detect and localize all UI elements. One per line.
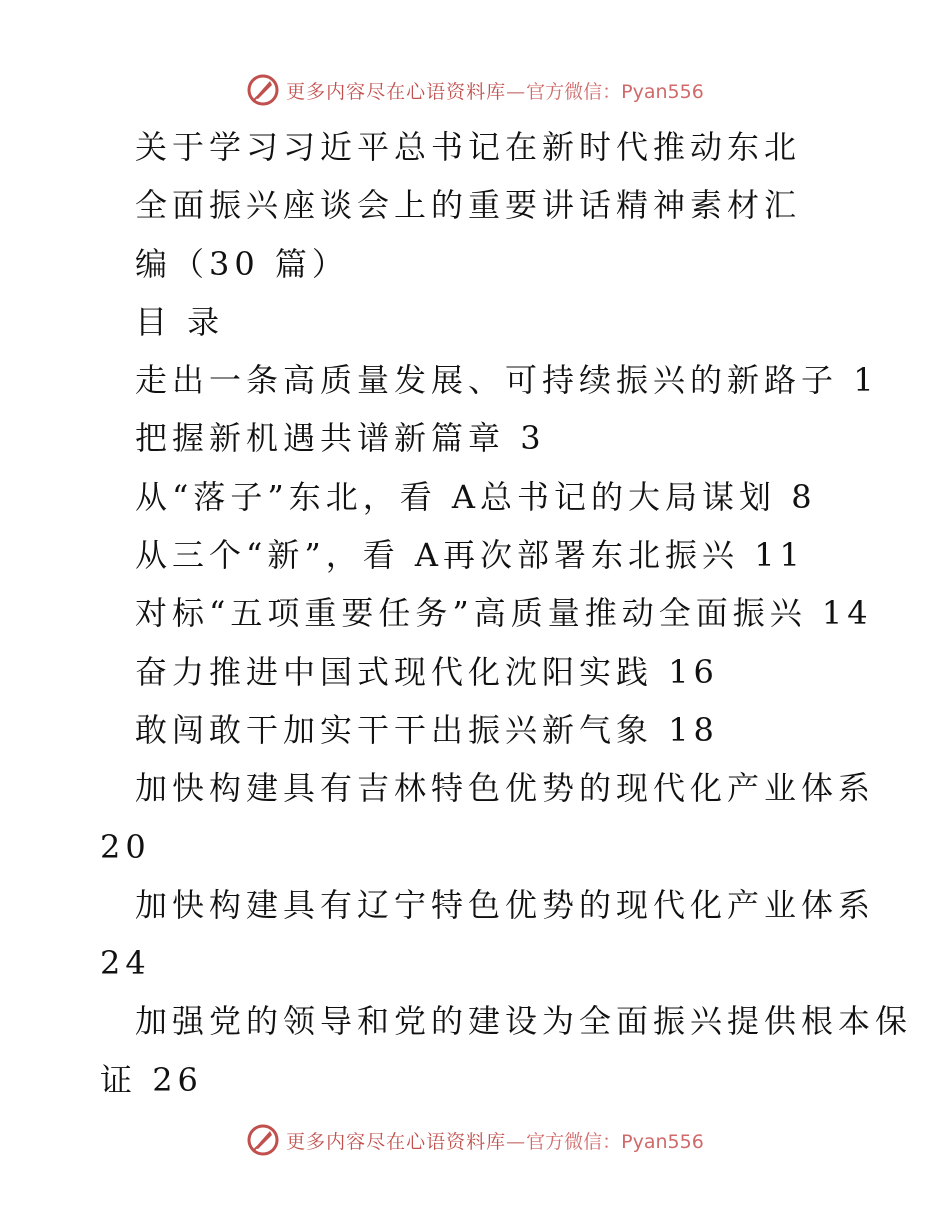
toc-entry-title: 敢闯敢干加实干干出振兴新气象 (135, 710, 654, 749)
toc-entry-page: 8 (791, 477, 817, 516)
toc-entry-title: 从三个“新”，看 A再次部署东北振兴 (135, 536, 740, 575)
toc-entry[interactable] (0, 584, 950, 642)
toc-entry-continuation (0, 1051, 950, 1109)
watermark-separator: — (506, 1130, 527, 1153)
footer-watermark (0, 1120, 950, 1160)
toc-entry[interactable] (0, 992, 950, 1050)
toc-entry-title-continued: 证 (100, 1060, 138, 1099)
toc-entry-page: 24 (100, 944, 151, 983)
toc-entry[interactable] (0, 468, 950, 526)
toc-entry-page: 1 (853, 361, 879, 400)
toc-entry[interactable] (0, 643, 950, 701)
watermark-suffix: 官方微信：Pyan556 (526, 1130, 704, 1153)
toc-entry-page: 26 (152, 1060, 203, 1099)
toc-entry-page: 16 (668, 652, 719, 691)
watermark-text (286, 1127, 704, 1154)
document-body (0, 118, 950, 1109)
toc-entry-title: 加强党的领导和党的建设为全面振兴提供根本保 (135, 1002, 913, 1041)
document-title-line-1: 关于学习习近平总书记在新时代推动东北 (135, 128, 802, 166)
watermark-suffix: 官方微信：Pyan556 (526, 80, 704, 103)
toc-entry-page: 20 (100, 827, 151, 866)
watermark-site: 更多内容尽在心语资料库 (286, 1130, 507, 1153)
watermark-site: 更多内容尽在心语资料库 (286, 80, 507, 103)
toc-entry-title: 加快构建具有辽宁特色优势的现代化产业体系 (135, 885, 876, 924)
toc-entry-title: 走出一条高质量发展、可持续振兴的新路子 (135, 361, 839, 400)
toc-heading: 目 录 (135, 302, 225, 341)
toc-entry[interactable] (0, 701, 950, 759)
toc-entry[interactable] (0, 526, 950, 584)
header-watermark (0, 70, 950, 110)
quill-circle-logo-icon (246, 1123, 280, 1157)
watermark-text (286, 77, 704, 104)
toc-entry-page: 18 (668, 710, 719, 749)
toc-entry-page: 3 (520, 419, 546, 458)
toc-entry-page: 14 (821, 594, 873, 633)
toc-entry-title: 奋力推进中国式现代化沈阳实践 (135, 652, 654, 691)
toc-entry-page: 11 (754, 536, 805, 575)
document-title-line-3: 编（30 篇） (135, 244, 349, 283)
toc-entry[interactable] (0, 351, 950, 409)
watermark-separator: — (506, 80, 527, 103)
toc-entry-title: 加快构建具有吉林特色优势的现代化产业体系 (135, 769, 876, 808)
document-title-line-2: 全面振兴座谈会上的重要讲话精神素材汇 (135, 186, 802, 225)
toc-entry[interactable] (0, 876, 950, 934)
quill-circle-logo-icon (246, 73, 280, 107)
toc-entry[interactable] (0, 409, 950, 467)
toc-entry-title: 对标“五项重要任务”高质量推动全面振兴 (135, 594, 807, 633)
toc-entry-title: 从“落子”东北，看 A总书记的大局谋划 (135, 477, 777, 516)
toc-entry[interactable] (0, 759, 950, 817)
toc-entry-title: 把握新机遇共谱新篇章 (135, 419, 506, 458)
